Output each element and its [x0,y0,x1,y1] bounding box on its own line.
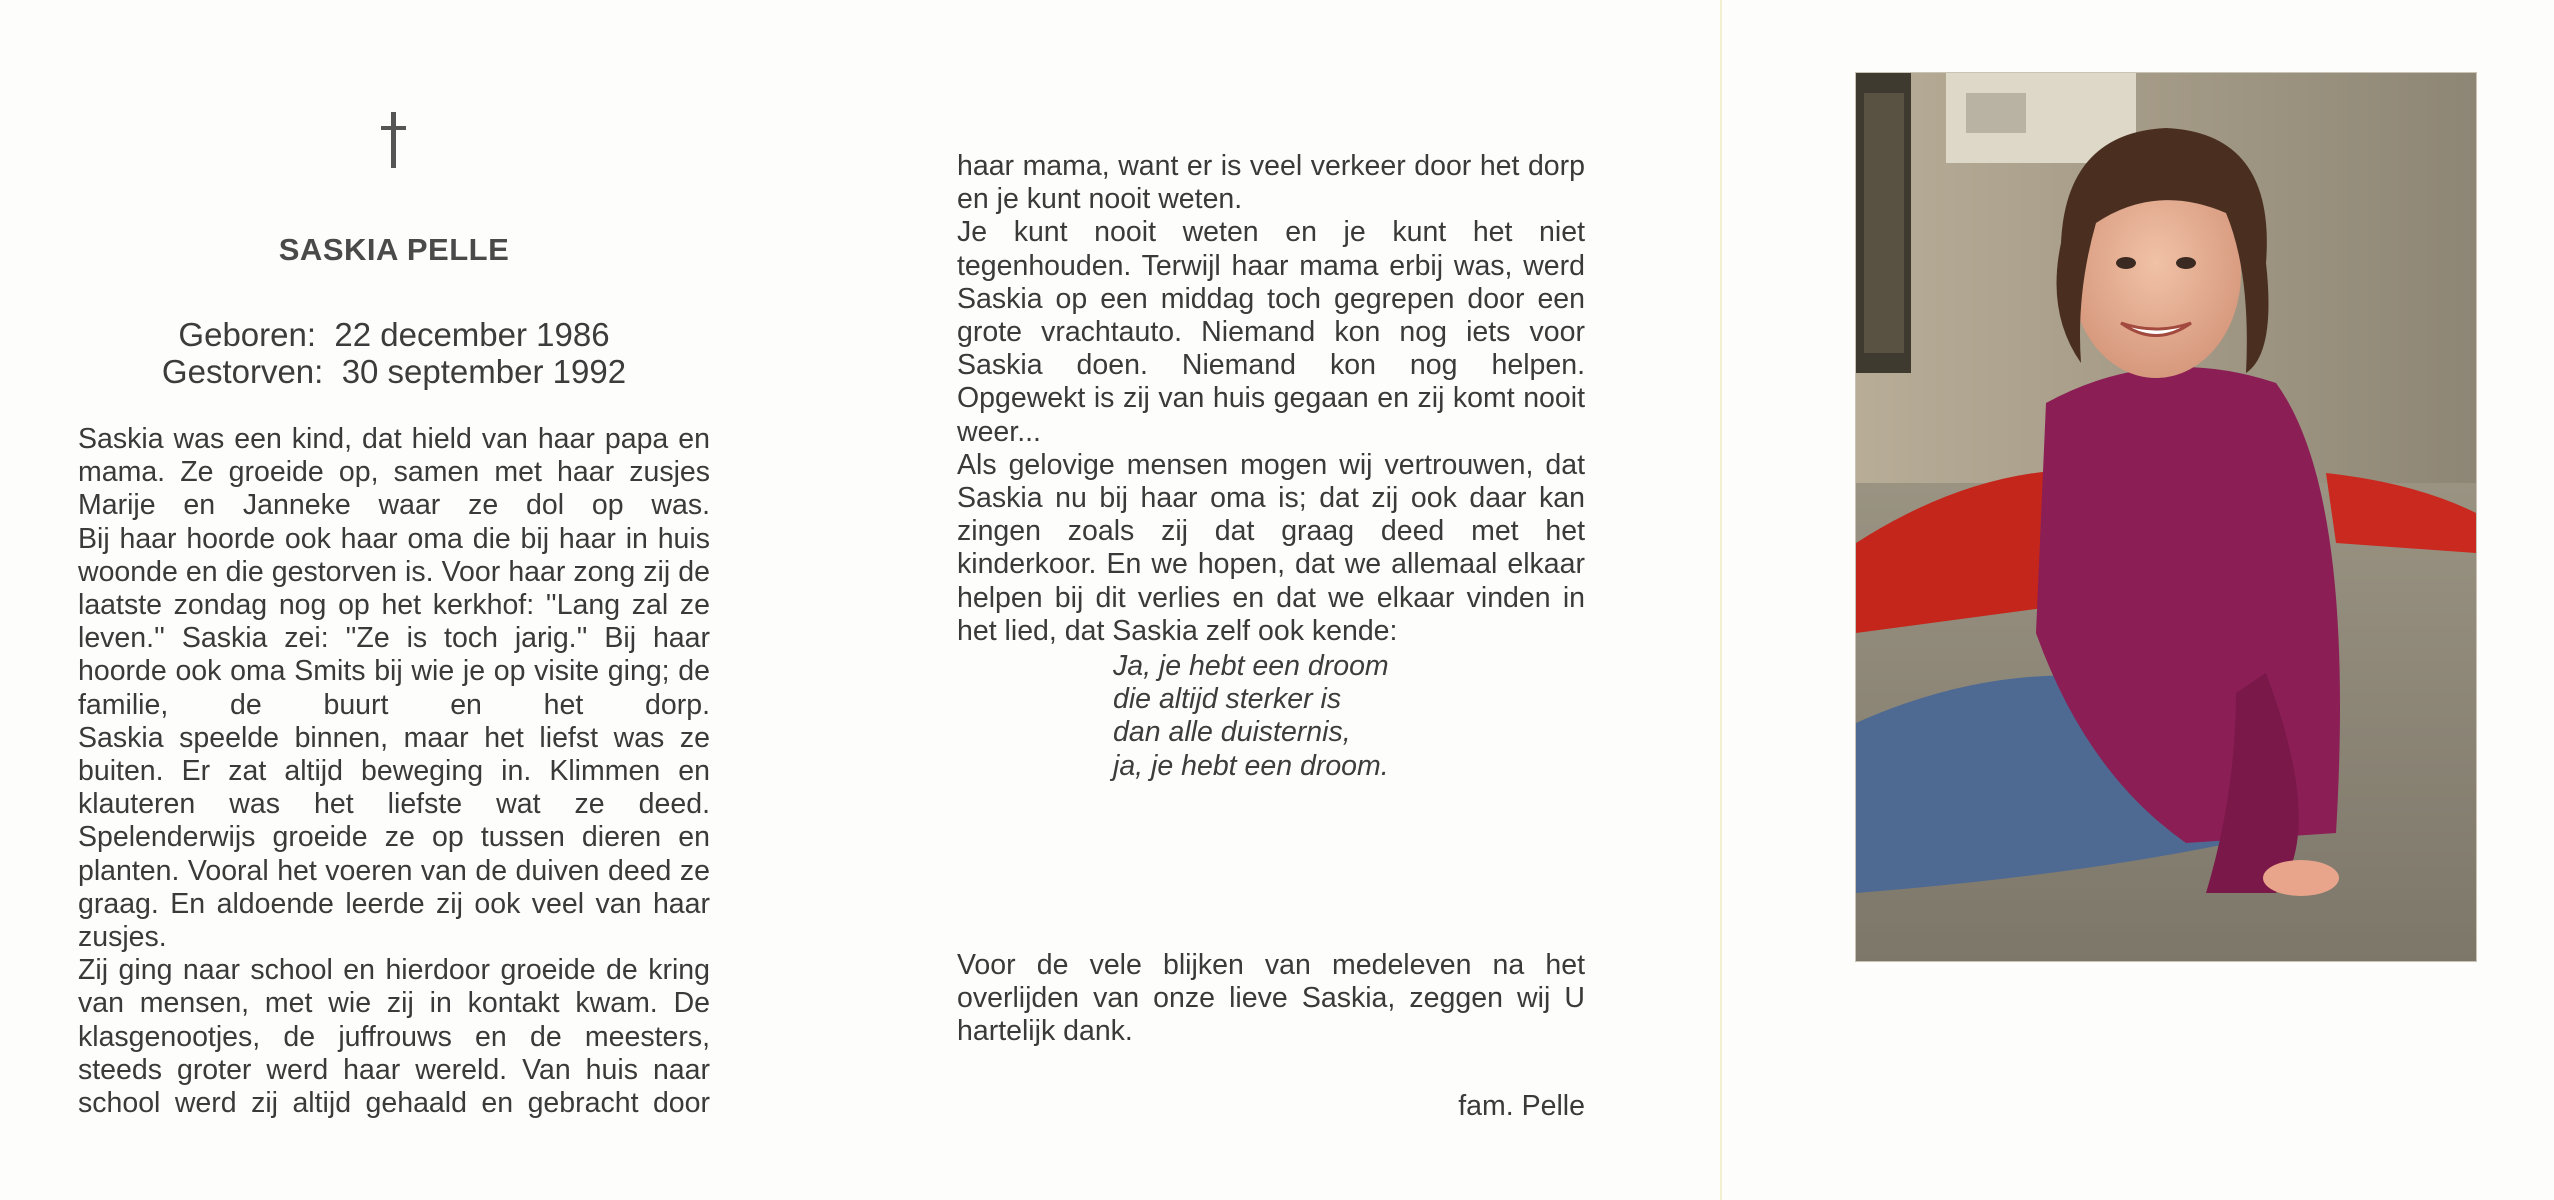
paragraph: Spelenderwijs groeide ze op tussen dieren en planten. Vooral het voeren van de duiven deed ze graag. En aldoende leerde zij ook veel van haar zusjes. [78,821,710,954]
paragraph: Saskia was een kind, dat hield van haar papa en mama. Ze groeide op, samen met haar zusjes Marije en Janneke waar ze dol op was. [78,423,710,522]
paragraph: Je kunt nooit weten en je kunt het niet tegenhouden. Terwijl haar mama erbij was, werd Saskia op een middag toch gegrepen door een grote vrachtauto. Niemand kon nog iets voor Saskia doen. Niemand kon nog helpen. Opgewekt is zij van huis gegaan en zij komt nooit weer... [957,216,1585,448]
paragraph: Bij haar hoorde ook haar oma die bij haar in huis woonde en die gestorven is. Voor haar zong zij de laatste zondag nog op het kerkhof: ''Lang zal ze leven.'' Saskia zei: ''Ze is toch jarig.'' Bij haar hoorde ook oma Smits bij wie je op visite ging; de familie, de buurt en het dorp. [78,522,710,721]
died-label: Gestorven: [161,353,324,390]
thanks-text: Voor de vele blijken van medeleven na het overlijden van onze lieve Saskia, zeggen wij U hartelijk dank. [957,949,1585,1048]
poem-line: Ja, je hebt een droom [1113,650,1389,682]
died-line [78,353,710,390]
died-date: 30 september 1992 [341,353,627,390]
paragraph: Als gelovige mensen mogen wij vertrouwen, dat Saskia nu bij haar oma is; dat zij ook daar kan zingen zoals zij dat graag deed met het kinderkoor. En we hopen, dat we allemaal elkaar helpen bij dit verlies en dat we elkaar vinden in het lied, dat Saskia zelf ook kende: [957,448,1585,647]
paragraph: Saskia speelde binnen, maar het liefst was ze buiten. Er zat altijd beweging in. Klimmen en klauteren was het liefste wat ze deed. [78,721,710,821]
middle-column-text [957,150,1585,648]
paragraph: Zij ging naar school en hierdoor groeide de kring van mensen, met wie zij in kontakt kwam. De klasgenootjes, de juffrouws en de meesters, steeds groter werd haar wereld. Van huis naar school werd zij altijd gehaald en gebracht door [78,954,710,1120]
poem [1113,650,1389,783]
poem-line: die altijd sterker is [1113,683,1342,716]
left-column-text [78,423,710,1120]
cross-icon [370,108,418,172]
born-label: Geboren: [178,316,317,353]
paragraph: haar mama, want er is veel verkeer door het dorp en je kunt nooit weten. [957,150,1585,216]
life-dates [78,316,710,390]
poem-line: ja, je hebt een droom. [1113,749,1389,782]
poem-line: dan alle duisternis, [1113,716,1351,749]
signature: fam. Pelle [1458,1090,1585,1122]
card-fold-line [1720,0,1722,1200]
born-date: 22 december 1986 [334,316,610,353]
portrait-photo [1855,72,2477,962]
born-line [78,316,710,353]
deceased-name: SASKIA PELLE [278,232,510,267]
